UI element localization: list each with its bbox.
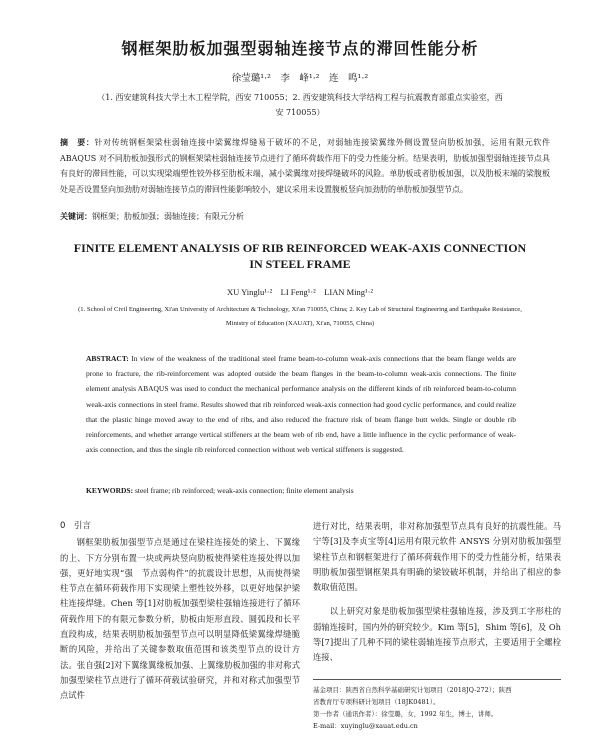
chinese-authors: 徐莹璐¹·² 李 峰¹·² 连 鸣¹·² — [231, 73, 369, 84]
chinese-keywords — [60, 211, 550, 222]
english-abstract-text: In view of the weakness of the traditional steel frame beam-to-column weak-axis connections that the beam flange welds are prone to fracture, the rib-reinforcement was adopted outside the beam flanges in the beam-to-column weak-axis connections. The finite element analysis ABAQUS was used to conduct the mechanical performance analysis on the different kinds of rib reinforced beam-to-column weak-axis connections in steel frame. Results showed that rib reinforced weak-axis connection had good cyclic performance, and could realize that the plastic hinge moved away to the end of ribs, and also reduced the fracture risk of beam flange butt welds. Single or double rib reinforcements, and whether arrange vertical stiffeners at the beam web of rib end, have a little influence in the cyclic performance of weak-axis connection, and thus the single rib reinforced connection without web vertical stiffeners is suggested. — [86, 354, 517, 455]
chinese-abstract — [60, 135, 550, 197]
english-keywords-label: KEYWORDS: — [86, 486, 134, 495]
body-paragraph: 以上研究对象是肋板加强型梁柱强轴连接，涉及到工字形柱的弱轴连接时，国内外的研究较少。Kim 等[5]，Shim 等[6]，及 Oh 等[7]提出了几种不同的梁柱弱轴连接节点形式，主要适用于全螺栓连接、 — [313, 606, 561, 663]
chinese-abstract-text: 针对传统钢框架梁柱弱轴连接中梁翼缘焊缝易于破坏的不足，对弱轴连接梁翼缘外侧设置竖向肋板加强，运用有限元软件 ABAQUS 对不同肋板加强形式的钢框架梁柱弱轴连接节点进行了循环荷载作用下的受力性能分析。结果表明，肋板加强型弱轴连接节点具有良好的滞回性能，可以实现梁端塑性铰外移至肋板末端，减小梁翼缘对接焊缝破坏的风险。单肋板或者肋板加强，以及肋板末端的梁腹板处是否设置竖向加劲肋对弱轴连接节点的滞回性能影响较小，建议采用未设置腹板竖向加劲肋的单肋板加强型节点。 — [60, 138, 551, 194]
english-abstract-label: ABSTRACT: — [86, 354, 129, 363]
chinese-abstract-label: 摘 要： — [60, 137, 95, 147]
body-left-column — [60, 519, 300, 704]
english-abstract — [86, 351, 516, 457]
chinese-affiliation: （1. 西安建筑科技大学土木工程学院，西安 710055；2. 西安建筑科技大学结构工程与抗震教育部重点实验室，西安 710055） — [97, 93, 503, 117]
footnote — [313, 679, 561, 732]
english-authors: XU Yinglu¹·² LI Feng¹·² LIAN Ming¹·² — [226, 287, 373, 297]
english-keywords-text: steel frame; rib reinforced; weak-axis connection; finite element analysis — [134, 486, 354, 495]
english-keywords — [86, 486, 526, 495]
section-heading-introduction: 0 引言 — [60, 521, 91, 531]
chinese-keywords-label: 关键词： — [60, 211, 92, 221]
body-paragraph: 钢框架肋板加强型节点是通过在梁柱连接处的梁上、下翼缘的上、下方分别布置一块或两块竖向肋板使得梁柱连接处得以加强，更好地实现“强 节点弱构件”的抗震设计思想，从而使得梁柱节点在循环荷载作用下实现梁上塑性铰外移，以更好地保护梁柱连接焊缝。Chen 等[1]对肋板加强型梁柱强轴连接进行了循环荷载作用下的有限元参数分析，肋板由矩形直段、圆弧段和长平直段构成，结果表明肋板加强型节点可以明显降低梁翼缘焊缝脆断的风险，并给出了关键参数取值范围和该类型节点的设计方法。张自强[2]对下翼缘翼缘板加强、上翼缘肋板加强的非对称式加强型梁柱节点进行了循环荷载试验研究，并和对称式加强型节点试件 — [60, 537, 300, 701]
footnote-line: 省教育厅专项科研计划项目（18JK0481）。 — [313, 698, 440, 706]
footnote-line: 基金项目：陕西省自然科学基础研究计划项目（2018JQ-272）；陕西 — [313, 686, 512, 694]
body-paragraph: 进行对比，结果表明，非对称加强型节点具有良好的抗震性能。马宁等[3]及李贞宝等[4]运用有限元软件 ANSYS 分别对肋板加强型梁柱节点和钢框架进行了循环荷载作用下的受力性能分析，结果表明肋板加强型钢框架具有明确的梁铰破坏机制，并给出了相应的参数取值范围。 — [313, 521, 561, 593]
english-title: FINITE ELEMENT ANALYSIS OF RIB REINFORCED WEAK-AXIS CONNECTION IN STEEL FRAME — [73, 241, 527, 271]
footnote-line: 第一作者（通讯作者）：徐莹璐，女，1992 年生，博士，讲师。 — [313, 710, 498, 718]
footnote-email[interactable]: E-mail：xuyinglu@xauat.edu.cn — [313, 722, 418, 730]
english-affiliation: (1. School of Civil Engineering, Xi'an University of Architecture & Technology, Xi'an 710055, China; 2. Key Lab of Structural Engineering and Earthquake Resistance, Ministry of Education (XAUAT), Xi'an, 710055, China) — [78, 306, 522, 327]
chinese-keywords-text: 钢框架；肋板加强；弱轴连接；有限元分析 — [92, 212, 244, 221]
body-right-column — [313, 519, 561, 666]
chinese-title: 钢框架肋板加强型弱轴连接节点的滞回性能分析 — [121, 39, 479, 58]
